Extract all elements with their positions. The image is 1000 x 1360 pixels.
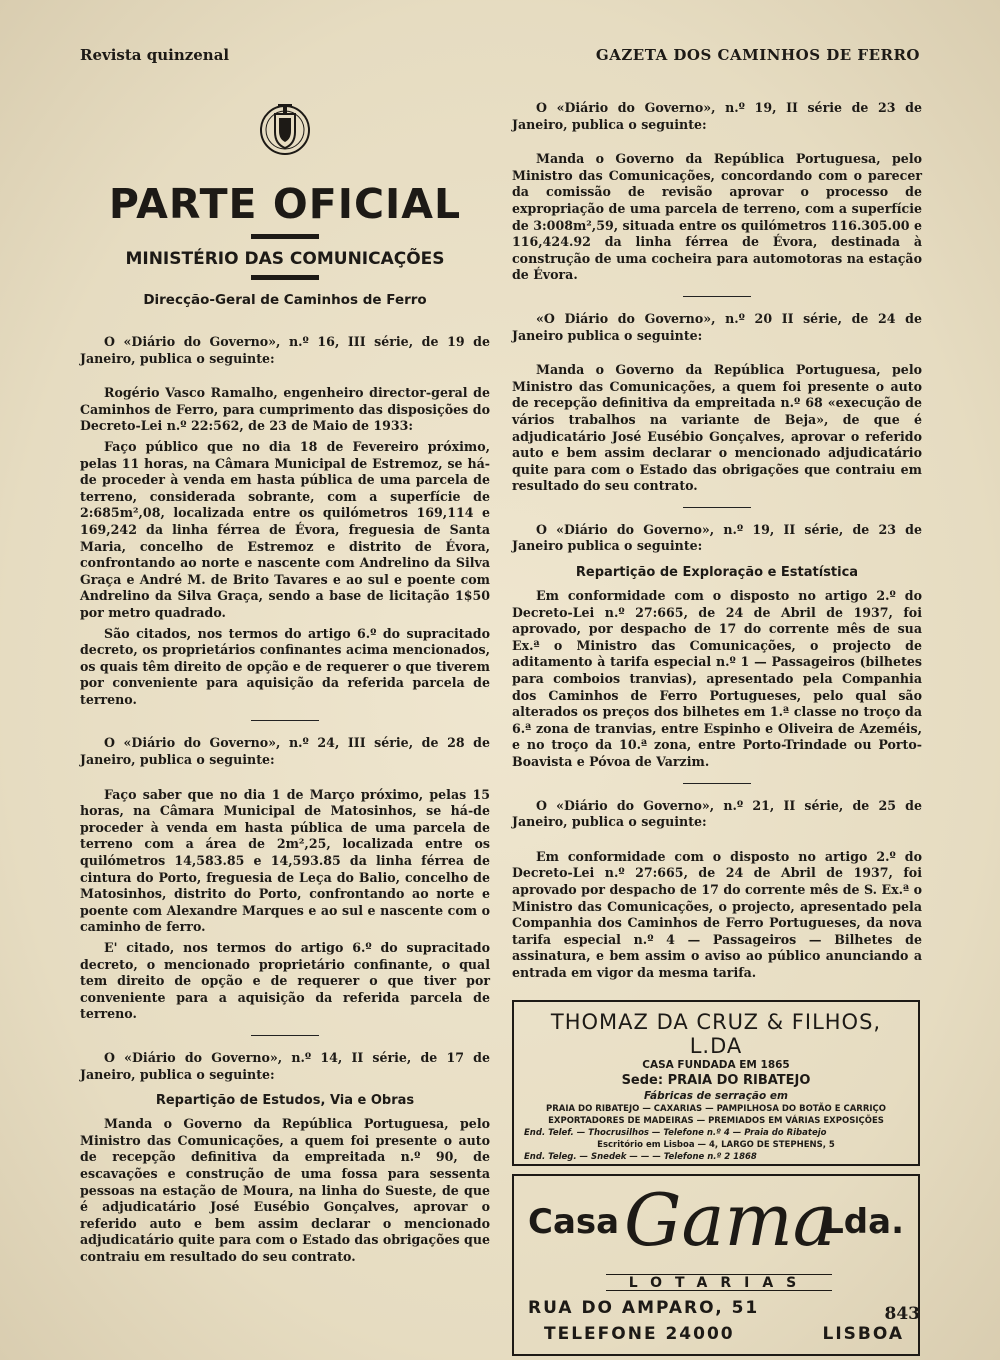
ad-founded: CASA FUNDADA EM 1865: [642, 1058, 790, 1071]
left-column: [80, 100, 490, 1270]
paragraph: Manda o Governo da República Portuguesa, pelo Ministro das Comunicações, a quem foi presente o auto de recepção definitiva da empreitada n.º 68 «execução de vários trabalhos na variante de Beja», de que é adjudicatário José Eusébio Gonçalves, aprovar o referido auto e bem assim declarar o mencionado adjudicatário quite para com o Estado das obrigações que contraiu em resultado do seu contrato.: [512, 362, 922, 494]
ad-places: PRAIA DO RIBATEJO — CAXARIAS — PAMPILHOSA DO BOTÃO E CARRIÇO: [545, 1103, 887, 1114]
separator: [251, 720, 319, 721]
title-bar: [251, 234, 319, 239]
ad-lda: Lda.: [822, 1201, 904, 1242]
ministry-heading: MINISTÉRIO DAS COMUNICAÇÕES: [125, 249, 445, 269]
ad-gama-logo: Gama: [624, 1177, 836, 1262]
paragraph: Rogério Vasco Ramalho, engenheiro director-geral de Caminhos de Ferro, para cumprimento das disposições do Decreto-Lei n.º 22:562, de 23 de Maio de 1933:: [80, 385, 490, 434]
paragraph: Em conformidade com o disposto no artigo 2.º do Decreto-Lei n.º 27:665, de 24 de Abril de 1937, foi aprovado por despacho de 17 do corrente mês de S. Ex.ª o Ministro das Comunicações, o projecto, apresentado pela Companhia dos Caminhos de Ferro Portugueses, da nova tarifa especial n.º 4 — Passageiros — Bilhetes de assinatura, e bem assim o aviso ao público anunciando a entrada em vigor da mesma tarifa.: [512, 848, 922, 980]
coat-of-arms-icon: [258, 100, 312, 160]
ad-line1: End. Telef. — Thocrusilhos — Telefone n.º 4 — Praia do Ribatejo: [524, 1127, 827, 1138]
ad-lotarias: LOTARIAS: [606, 1274, 832, 1291]
ad-address: RUA DO AMPARO, 51: [528, 1297, 760, 1318]
ministry-bar: [251, 275, 319, 280]
header-right: GAZETA DOS CAMINHOS DE FERRO: [595, 46, 920, 64]
paragraph: O «Diário do Governo», n.º 24, III série, de 28 de Janeiro, publica o seguinte:: [80, 735, 490, 768]
ad-city: LISBOA: [822, 1323, 904, 1344]
paragraph: O «Diário do Governo», n.º 19, II série, de 23 de Janeiro publica o seguinte:: [512, 521, 922, 554]
advertisement-casa-gama: [512, 1174, 920, 1356]
paragraph: São citados, nos termos do artigo 6.º do supracitado decreto, os proprietários confinantes acima mencionados, os quais têm direito de opção e de requerer o que tiverem por conveniente para aquisição da referida parcela de terreno.: [80, 625, 490, 707]
paragraph: Manda o Governo da República Portuguesa, pelo Ministro das Comunicações, concordando com o parecer da comissão de revisão aprovar o processo de expropriação de uma parcela de terreno, com a superfície de 3:008m²,59, situada entre os quilómetros 116.305.00 e 116,424.92 da linha férrea de Évora, destinada à construção de uma cocheira para automotoras na estação de Évora.: [512, 151, 922, 283]
paragraph: O «Diário do Governo», n.º 19, II série de 23 de Janeiro, publica o seguinte:: [512, 100, 922, 132]
ad-line2: Escritório em Lisboa — 4, LARGO DE STEPHENS, 5: [597, 1139, 835, 1150]
paragraph: Manda o Governo da República Portuguesa, pelo Ministro das Comunicações, a quem foi presente o auto de recepção definitiva da empreitada n.º 90, de escavações e construção de uma fossa para sessenta pessoas na estação de Moura, na linha do Sueste, de que é adjudicatário José Eusébio Gonçalves, aprovar o referido auto e bem assim declarar o mencionado adjudicatário quite para com o Estado das obrigações que contraiu em resultado do seu contrato.: [80, 1116, 490, 1264]
ad-telephone: TELEFONE 24000: [544, 1323, 735, 1344]
section-heading: Repartição de Exploração e Estatística: [575, 565, 859, 581]
paragraph: O «Diário do Governo», n.º 16, III série, de 19 de Janeiro, publica o seguinte:: [80, 334, 490, 366]
paragraph: «O Diário do Governo», n.º 20 II série, de 24 de Janeiro publica o seguinte:: [512, 310, 922, 343]
paragraph: Em conformidade com o disposto no artigo 2.º do Decreto-Lei n.º 27:665, de 24 de Abril de 1937, foi aprovado, por despacho de 17 do corrente mês de sua Ex.ª o Ministro das Comunicações, o projecto de aditamento à tarifa especial n.º 1 — Passageiros (bilhetes para comboios tranvias), apresentado pela Companhia dos Caminhos de Ferro Portugueses, pelo qual são alterados os preços dos bilhetes em 1.ª classe no troço da 6.ª zona de tranvias, entre Espinho e Oliveira de Azeméis, e no troço da 10.ª zona, entre Porto-Trindade ou Porto-Boavista e Póvoa de Varzim.: [512, 588, 922, 769]
advertisement-thomaz-da-cruz: [512, 1000, 920, 1166]
separator: [683, 507, 751, 508]
paragraph: O «Diário do Governo», n.º 21, II série, de 25 de Janeiro, publica o seguinte:: [512, 797, 922, 830]
paragraph: E' citado, nos termos do artigo 6.º do supracitado decreto, o mencionado proprietário confinante, o qual tem direito de opção e de requerer o que tiver por conveniente para a aquisição da referida parcela de terreno.: [80, 940, 490, 1022]
ad-factories: Fábricas de serração em: [644, 1089, 788, 1102]
right-column: [512, 100, 922, 1356]
ad-exporters: EXPORTADORES DE MADEIRAS — PREMIADOS EM VÁRIAS EXPOSIÇÕES: [548, 1115, 884, 1126]
header-left: Revista quinzenal: [80, 46, 230, 64]
separator: [683, 783, 751, 784]
ad-company-name: THOMAZ DA CRUZ & FILHOS, L.DA: [550, 1009, 882, 1058]
paragraph: Faço saber que no dia 1 de Março próximo, pelas 15 horas, na Câmara Municipal de Matosinhos, se há-de proceder à venda em hasta pública de uma parcela de terreno com a área de 2m²,25, localizada entre os quilómetros 14,583.85 e 14,593.85 da linha férrea de cintura do Porto, freguesia de Leça do Balio, concelho de Matosinhos, distrito do Porto, confrontando ao norte e poente com Alexandre Marques e ao sul e nascente com o caminho de ferro.: [80, 786, 490, 935]
ad-line3: End. Teleg. — Snedek — — — Telefone n.º 2 1868: [524, 1151, 757, 1162]
paragraph: O «Diário do Governo», n.º 14, II série, de 17 de Janeiro, publica o seguinte:: [80, 1049, 490, 1082]
page-title: PARTE OFICIAL: [108, 180, 462, 228]
section-heading: Repartição de Estudos, Via e Obras: [155, 1093, 415, 1109]
separator: [683, 296, 751, 297]
ad-sede: Sede: PRAIA DO RIBATEJO: [621, 1072, 811, 1088]
directorate-heading: Direcção-Geral de Caminhos de Ferro: [143, 292, 427, 308]
separator: [251, 1035, 319, 1036]
paragraph: Faço público que no dia 18 de Fevereiro próximo, pelas 11 horas, na Câmara Municipal de Estremoz, se há-de proceder à venda em hasta pública de uma parcela de terreno, considerada sobrante, com a superfície de 2:685m²,08, localizada entre os quilómetros 169,114 e 169,242 da linha férrea de Évora, freguesia de Santa Maria, concelho de Estremoz e distrito de Évora, confrontando ao norte e nascente com Andrelino da Silva Graça e André M. de Brito Tavares e ao sul e poente com Andrelino da Silva Graça, sendo a base de licitação 1$50 por metro quadrado.: [80, 438, 490, 620]
page-number: 843: [884, 1304, 920, 1324]
ad-casa: Casa: [528, 1201, 620, 1242]
